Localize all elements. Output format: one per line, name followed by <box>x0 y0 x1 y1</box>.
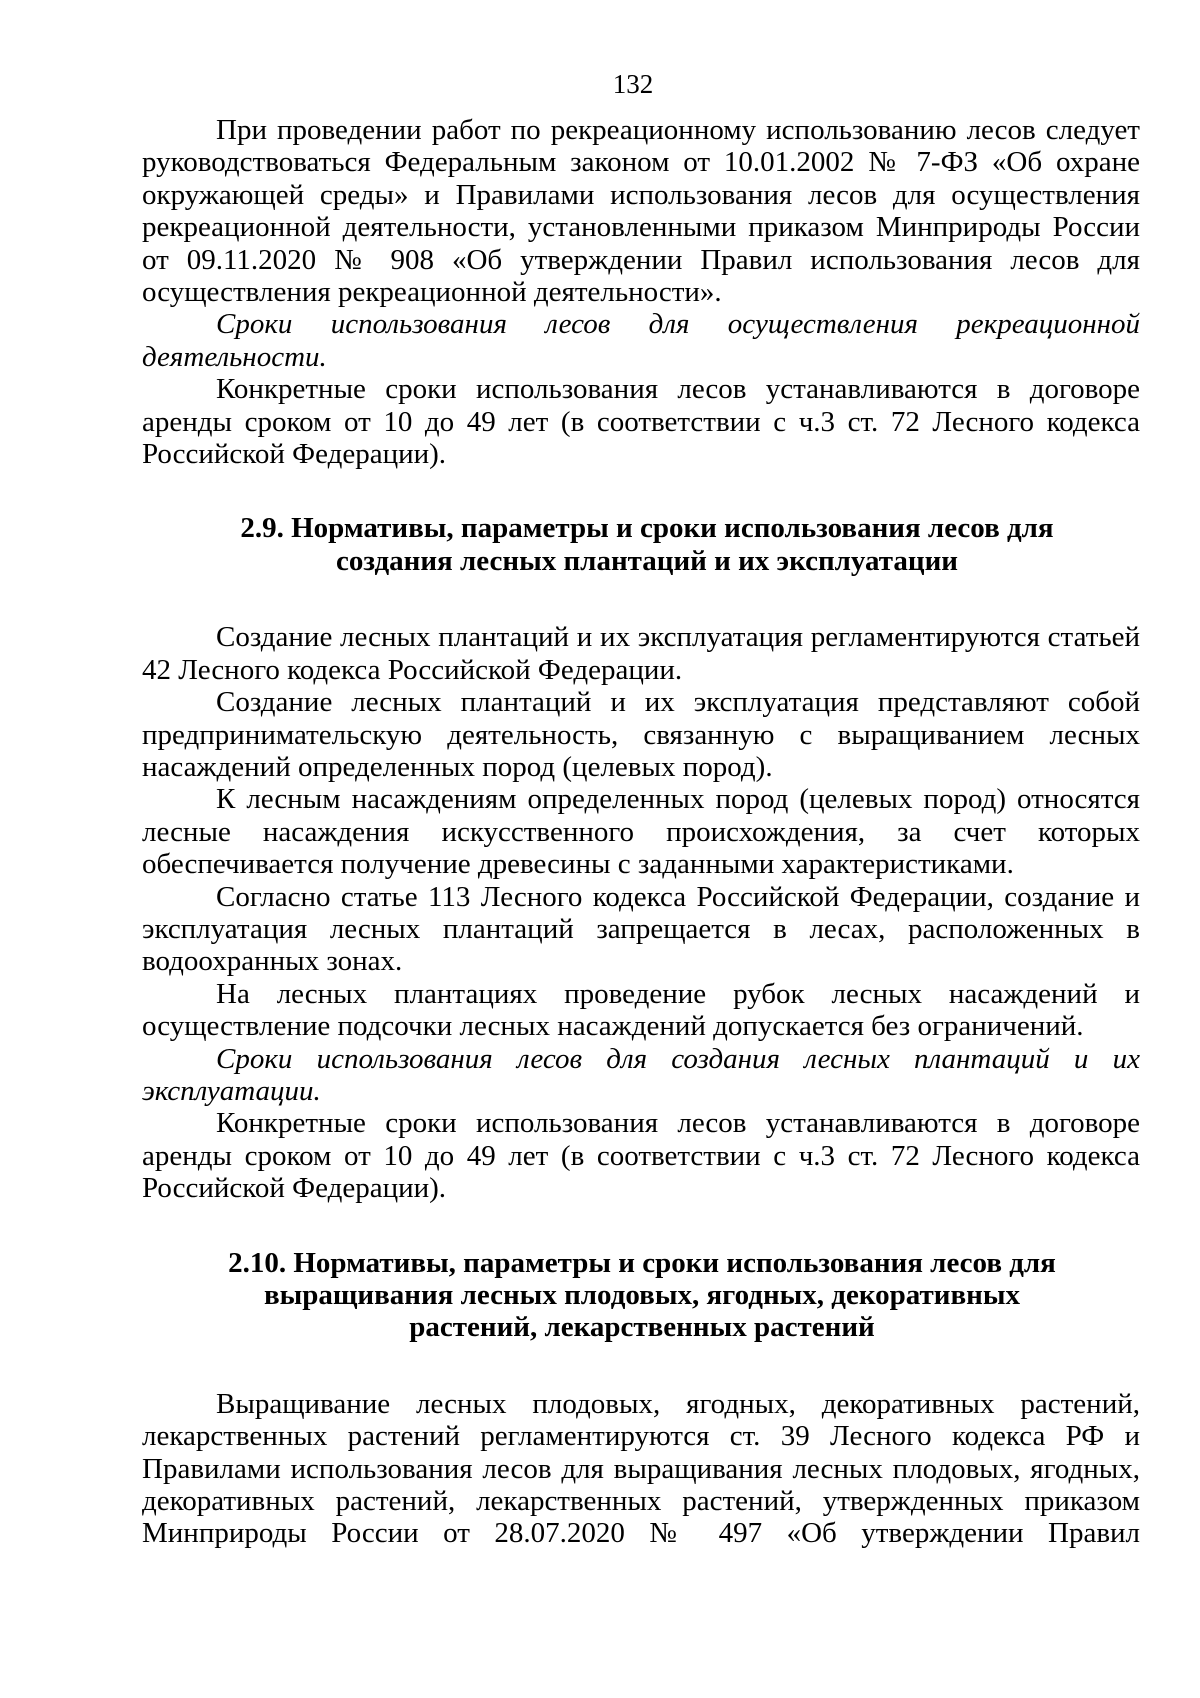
paragraph-recreational-terms: Конкретные сроки использования лесов устанавливаются в договоре аренды сроком от 10 до 49 лет (в соответствии с ч.3 ст. 72 Лесного кодекса Российской Федерации). <box>142 373 1140 471</box>
paragraph-plantations-terms-heading: Сроки использования лесов для создания лесных плантаций и их эксплуатации. <box>142 1042 1140 1107</box>
section-2-9-heading: 2.9. Нормативы, параметры и сроки использования лесов для создания лесных плантаций и их эксплуатации <box>240 512 1054 577</box>
paragraph-felling-tapping: На лесных плантациях проведение рубок лесных насаждений и осуществление подсочки лесных насаждений допускается без ограничений. <box>142 977 1140 1043</box>
paragraph-plantations-regulation: Создание лесных плантаций и их эксплуатация регламентируются статьей 42 Лесного кодекса Российской Федерации. <box>142 621 1140 686</box>
paragraph-water-protection-zones: Согласно статье 113 Лесного кодекса Российской Федерации, создание и эксплуатация лесных плантаций запрещается в лесах, расположенных в водоохранных зонах. <box>142 880 1140 978</box>
paragraph-plantations-terms: Конкретные сроки использования лесов устанавливаются в договоре аренды сроком от 10 до 49 лет (в соответствии с ч.3 ст. 72 Лесного кодекса Российской Федерации). <box>142 1107 1140 1205</box>
document-body <box>142 114 1140 1550</box>
page-number: 132 <box>612 69 654 99</box>
paragraph-plantations-business: Создание лесных плантаций и их эксплуатация представляют собой предпринимательскую деятельность, связанную с выращиванием лесных насаждений определенных пород (целевых пород). <box>142 686 1140 783</box>
section-2-10-heading: 2.10. Нормативы, параметры и сроки использования лесов для выращивания лесных плодовых, ягодных, декоративных растений, лекарственных растений <box>228 1246 1056 1344</box>
paragraph-growing-plants-regulation: Выращивание лесных плодовых, ягодных, декоративных растений, лекарственных растений регламентируются ст. 39 Лесного кодекса РФ и Правилами использования лесов для выращивания лесных плодовых, ягодных, декоративных растений, лекарственных растений, утвержденных приказом Минприроды России от 28.07.2020 № 497 «Об утверждении Правил <box>142 1387 1140 1550</box>
paragraph-recreational-terms-heading: Сроки использования лесов для осуществления рекреационной деятельности. <box>142 308 1140 373</box>
paragraph-target-species: К лесным насаждениям определенных пород (целевых пород) относятся лесные насаждения искусственного происхождения, за счет которых обеспечивается получение древесины с заданными характеристиками. <box>142 783 1140 881</box>
paragraph-recreational-regulation: При проведении работ по рекреационному использованию лесов следует руководствоваться Федеральным законом от 10.01.2002 № 7-ФЗ «Об охране окружающей среды» и Правилами использования лесов для осуществления рекреационной деятельности, установленными приказом Минприроды России от 09.11.2020 № 908 «Об утверждении Правил использования лесов для осуществления рекреационной деятельности». <box>142 114 1140 309</box>
